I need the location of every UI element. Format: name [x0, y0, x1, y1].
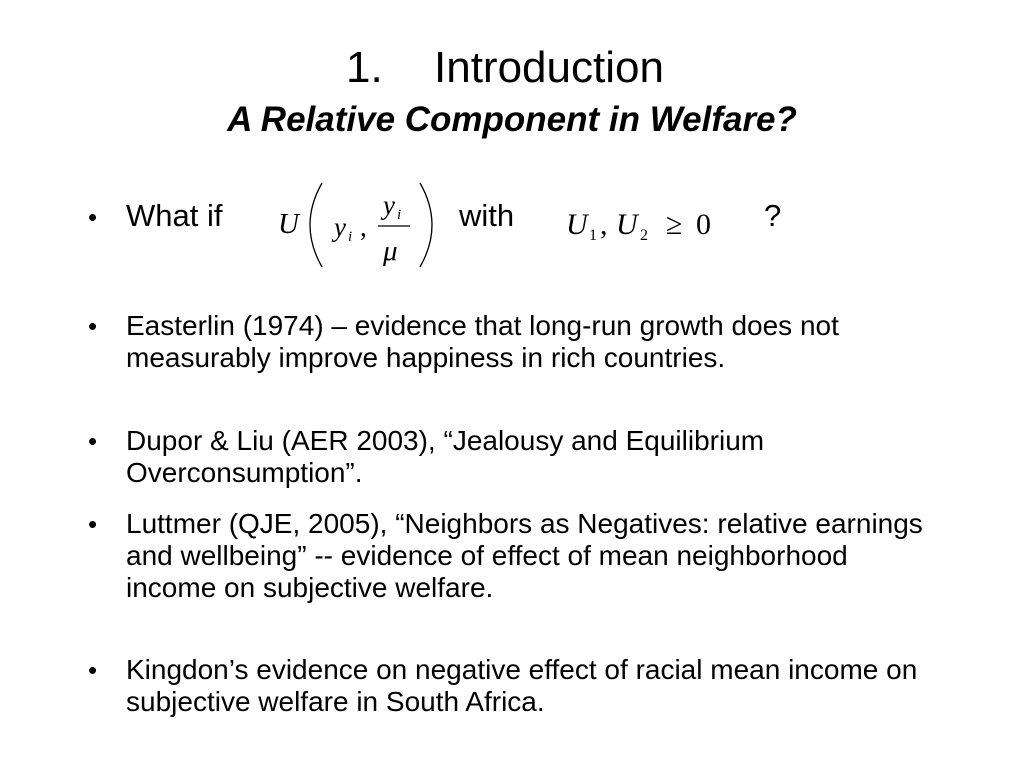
- formula-sub-2: 2: [640, 227, 648, 244]
- bullet-marker: •: [88, 509, 98, 539]
- formula-u: U: [278, 208, 299, 240]
- bullet-marker: •: [88, 311, 98, 341]
- bullet-marker: •: [88, 202, 98, 232]
- formula-y-i: y: [334, 212, 346, 242]
- bullet-easterlin: Easterlin (1974) – evidence that long-run growth does not measurably improve happiness in rich countries.: [126, 310, 839, 373]
- slide-title: Introduction: [434, 43, 664, 92]
- slide-subtitle: A Relative Component in Welfare?: [227, 100, 797, 139]
- formula-sub-1: 1: [589, 227, 597, 244]
- formula-u1: U: [566, 208, 588, 241]
- formula-geq: ≥: [666, 208, 683, 241]
- right-paren: [420, 183, 432, 267]
- question-lead-text: What if: [126, 198, 223, 233]
- bullet-dupor-liu: Dupor & Liu (AER 2003), “Jealousy and Equilibrium Overconsumption”.: [126, 425, 765, 488]
- fraction-numerator-sub-i: i: [397, 207, 402, 223]
- utility-function-formula: [270, 178, 445, 273]
- fraction-numerator-y: y: [383, 190, 395, 220]
- formula-comma: ,: [360, 212, 367, 242]
- fraction-denominator-mu: μ: [383, 235, 398, 267]
- question-middle-text: with: [459, 198, 515, 233]
- title-number: 1.: [346, 43, 383, 92]
- bullet-marker: •: [88, 655, 98, 685]
- formula-u2: U: [616, 208, 638, 241]
- left-paren: [310, 183, 322, 267]
- bullet-luttmer: Luttmer (QJE, 2005), “Neighbors as Negatives: relative earnings and wellbeing” -- evidence of effect of mean neighborhood income on subjective welfare.: [126, 508, 923, 603]
- formula-sub-i: i: [348, 229, 353, 245]
- formula-comma-2: ,: [600, 208, 608, 241]
- bullet-kingdon: Kingdon’s evidence on negative effect of racial mean income on subjective welfare in South Africa.: [126, 654, 918, 717]
- question-end-text: ?: [764, 198, 782, 233]
- bullet-marker: •: [88, 426, 98, 456]
- derivative-condition-formula: [562, 198, 732, 248]
- formula-zero: 0: [696, 208, 711, 241]
